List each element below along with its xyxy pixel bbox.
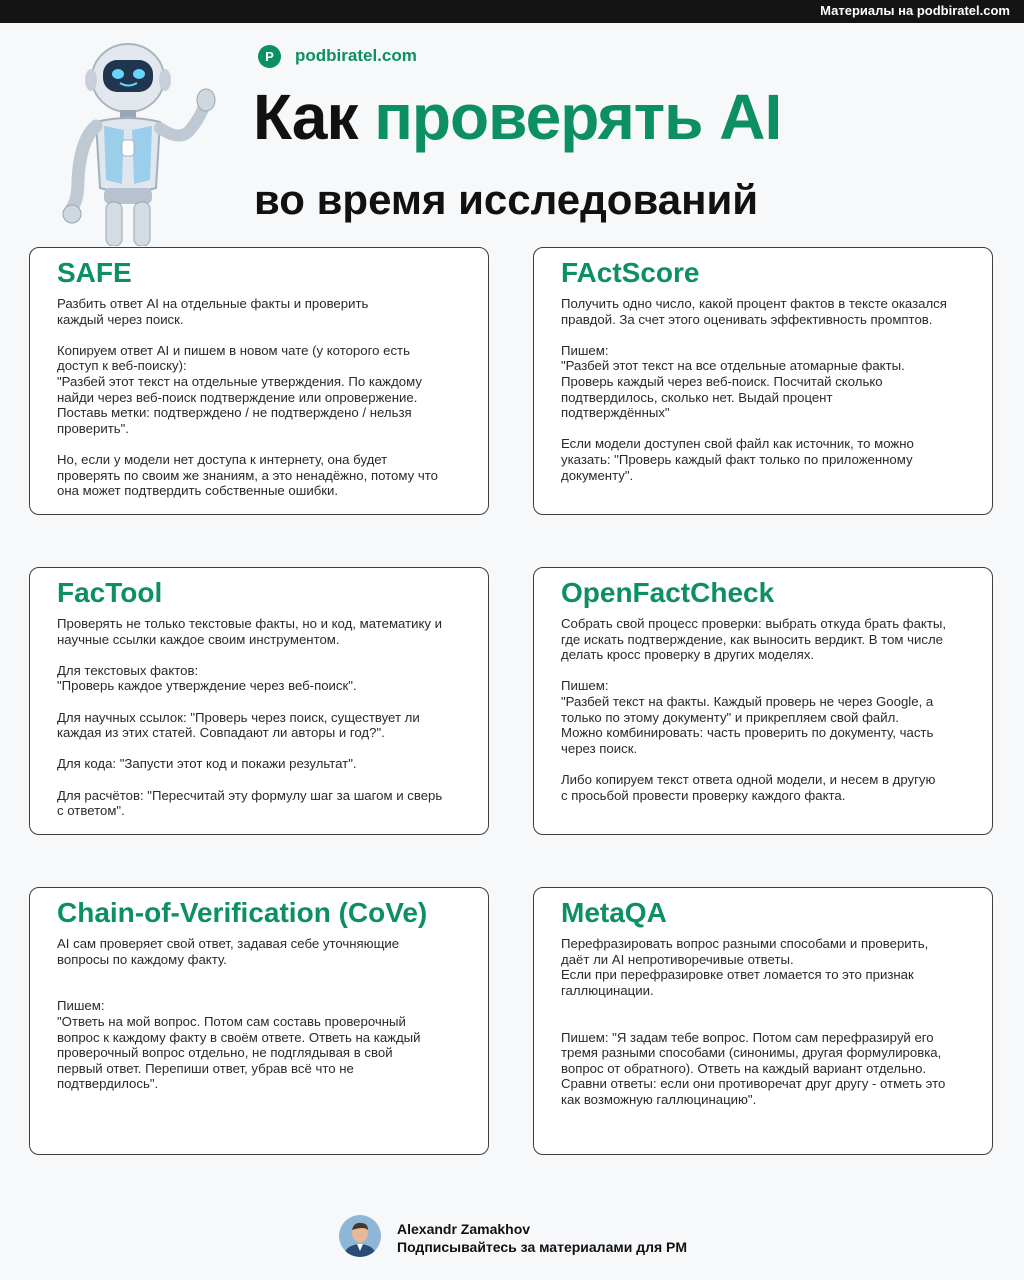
card-body: AI сам проверяет свой ответ, задавая себе уточняющие вопросы по каждому факту. Пишем: "Ответь на мой вопрос. Потом сам составь проверочный вопрос к каждому факту в своём ответе. Ответь на каждый проверочный вопрос отдельно, не подглядывая в свой первый ответ. Перепиши ответ, убрав всё что не подтвердилось".	[57, 936, 421, 1092]
card-title: SAFE	[57, 257, 132, 288]
brand-name[interactable]: podbiratel.com	[295, 46, 417, 65]
page-subtitle: во время исследований	[254, 176, 759, 223]
card-factscore	[533, 247, 993, 515]
top-bar-link[interactable]: Материалы на podbiratel.com	[820, 3, 1010, 18]
card-body: Проверять не только текстовые факты, но и код, математику и научные ссылки каждое своим инструментом. Для текстовых фактов: "Проверь каждое утверждение через веб-поиск". Для научных ссылок: "Проверь через поиск, существует ли каждая из этих статей. Совпадают ли авторы и год?". Для кода: "Запусти этот код и покажи результат". Для расчётов: "Пересчитай эту формулу шаг за шагом и сверь с ответом".	[57, 616, 443, 819]
top-bar	[0, 0, 1024, 23]
card-cove	[29, 887, 489, 1155]
card-body: Разбить ответ AI на отдельные факты и проверить каждый через поиск. Копируем ответ AI и пишем в новом чате (у которого есть доступ к веб-поиску): "Разбей этот текст на отдельные утверждения. По каждому найди через веб-поиск подтверждение или опровержение. Поставь метки: подтверждено / не подтверждено / нельзя проверить". Но, если у модели нет доступа к интернету, она будет проверять по своим же знаниям, а это ненадёжно, потому что она может подтвердить собственные ошибки.	[57, 296, 438, 499]
card-safe	[29, 247, 489, 515]
author-cta[interactable]: Подписывайтесь за материалами для PM	[397, 1239, 688, 1255]
robot-illustration	[58, 30, 228, 246]
card-factool	[29, 567, 489, 835]
card-body: Собрать свой процесс проверки: выбрать откуда брать факты, где искать подтверждение, как выносить вердикт. В том числе делать кросс проверку в других моделях. Пишем: "Разбей текст на факты. Каждый проверь не через Google, а только по этому документу" и прикрепляем свой файл. Можно комбинировать: часть проверить по документу, часть через поиск. Либо копируем текст ответа одной модели, и несем в другую с просьбой провести проверку каждого факта.	[561, 616, 947, 803]
card-title: Chain-of-Verification (CoVe)	[57, 897, 428, 928]
card-title: OpenFactCheck	[561, 577, 775, 608]
card-body: Перефразировать вопрос разными способами и проверить, даёт ли AI непротиворечивые ответы. Если при перефразировке ответ ломается то это признак галлюцинации. Пишем: "Я задам тебе вопрос. Потом сам перефразируй его тремя разными способами (синонимы, другая формулировка, вопрос от обратного). Ответь на каждый вариант отдельно. Сравни ответы: если они противоречат друг другу - отметь это как возможную галлюцинацию".	[561, 936, 946, 1107]
brand	[258, 44, 417, 68]
title-part-1: Как	[253, 81, 375, 153]
card-openfactcheck	[533, 567, 993, 835]
title-part-2: проверять AI	[374, 81, 782, 153]
card-body: Получить одно число, какой процент фактов в тексте оказался правдой. За счет этого оценивать эффективность промптов. Пишем: "Разбей этот текст на все отдельные атомарные факты. Проверь каждый через веб-поиск. Посчитай сколько подтвердилось, сколько нет. Выдай процент подтверждённых" Если модели доступен свой файл как источник, то можно указать: "Проверь каждый факт только по приложенному документу".	[561, 296, 947, 483]
card-title: MetaQA	[561, 897, 667, 928]
card-title: FActScore	[561, 257, 700, 288]
page-title	[253, 80, 781, 154]
card-metaqa	[533, 887, 993, 1155]
author-name: Alexandr Zamakhov	[397, 1221, 531, 1237]
brand-logo-icon: P	[258, 45, 281, 68]
card-title: FacTool	[57, 577, 163, 608]
author-block	[397, 1220, 687, 1256]
author-avatar	[339, 1215, 381, 1257]
